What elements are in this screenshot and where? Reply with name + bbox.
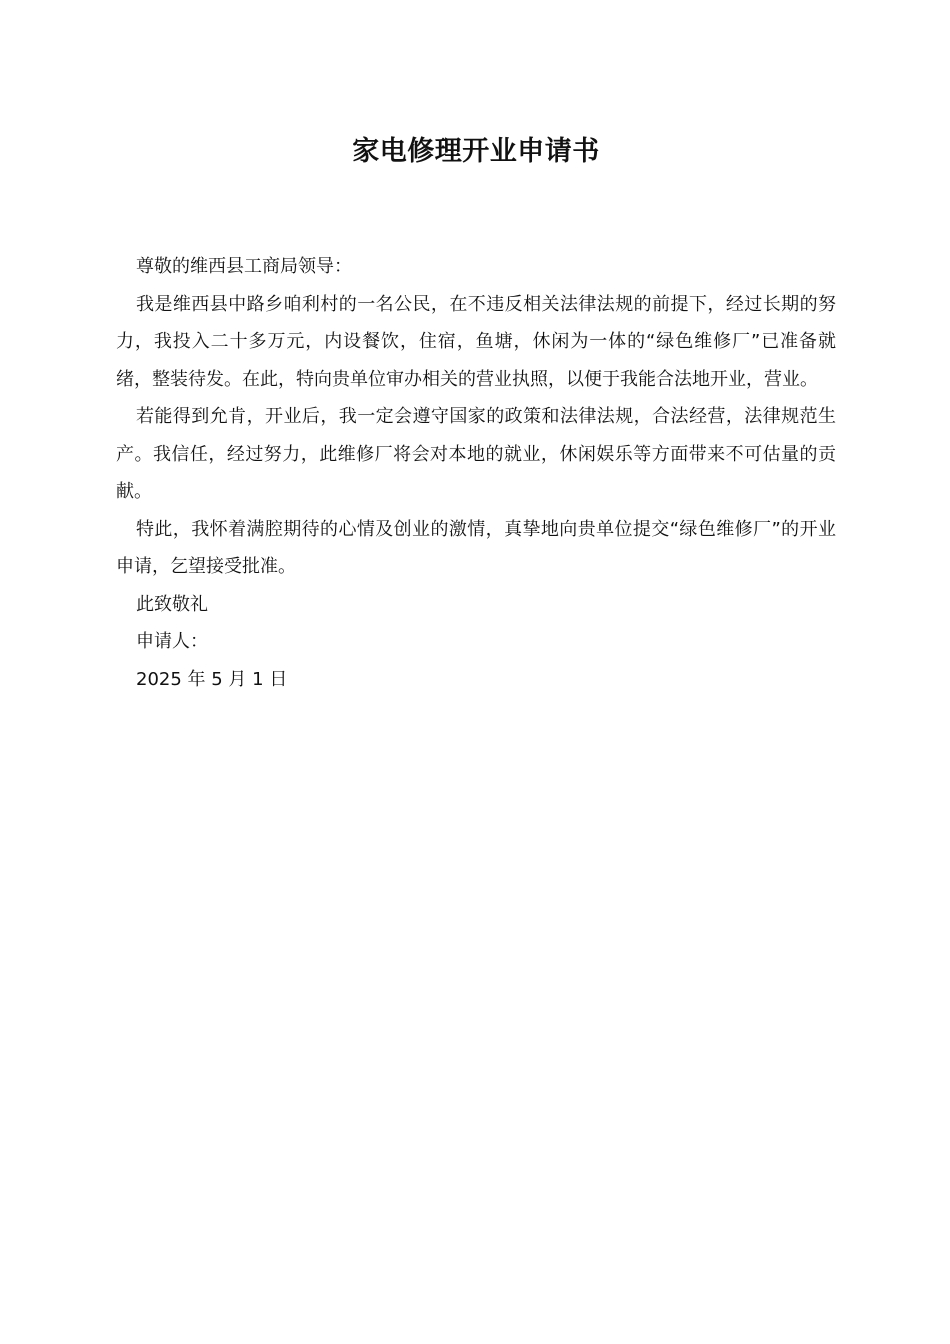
closing-salute: 此致敬礼 <box>136 593 208 615</box>
document-date: 2025 年 5 月 1 日 <box>136 668 288 690</box>
salutation: 尊敬的维西县工商局领导： <box>136 256 352 277</box>
paragraph-2: 若能得到允肯，开业后，我一定会遵守国家的政策和法律法规，合法经营，法律规范生产。我信任，经过努力，此维修厂将会对本地的就业，休闲娱乐等方面带来不可估量的贡献。 <box>116 406 836 502</box>
applicant-label: 申请人： <box>136 631 208 652</box>
paragraph-1: 我是维西县中路乡咱利村的一名公民，在不违反相关法律法规的前提下，经过长期的努力，我投入二十多万元，内设餐饮，住宿，鱼塘，休闲为一体的“绿色维修厂”已准备就绪，整装待发。在此，特向贵单位审办相关的营业执照，以便于我能合法地开业，营业。 <box>116 293 836 390</box>
document-body <box>116 248 836 698</box>
paragraph-3: 特此，我怀着满腔期待的心情及创业的激情，真挚地向贵单位提交“绿色维修厂”的开业申请，乞望接受批准。 <box>116 518 836 577</box>
document-title: 家电修理开业申请书 <box>352 136 600 167</box>
